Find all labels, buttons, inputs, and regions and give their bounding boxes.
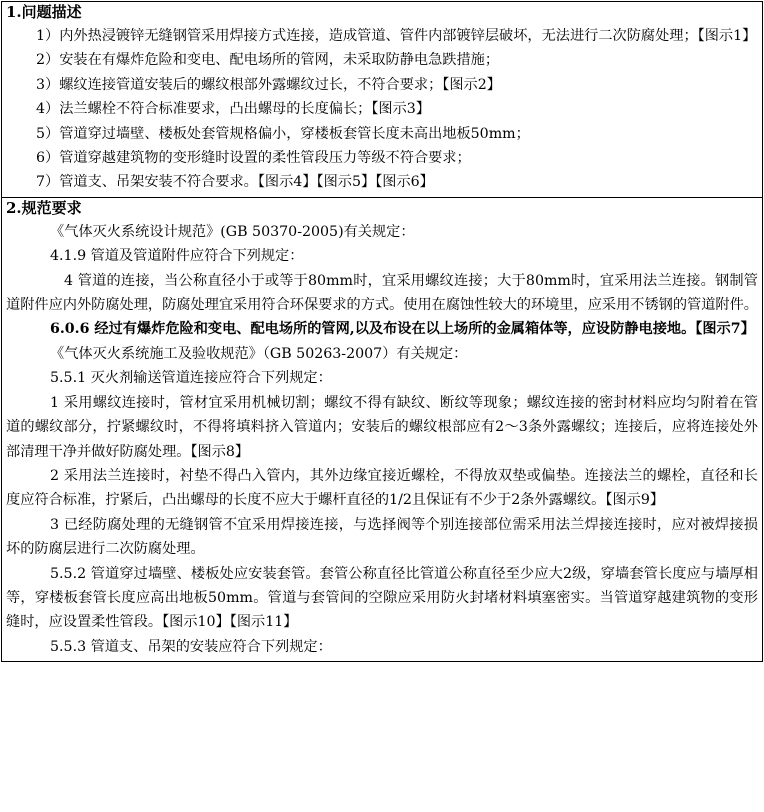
problem-item: 5）管道穿过墙壁、楼板处套管规格偏小，穿楼板套管长度未高出地板50mm；: [36, 125, 530, 142]
clause-bold-text: 6.0.6 经过有爆炸危险和变电、配电场所的管网,以及布设在以上场所的金属箱体等，应设防静电接地。: [50, 321, 696, 338]
problem-item: 3）螺纹连接管道安装后的螺纹根部外露螺纹过长，不符合要求；【图示2】: [36, 76, 501, 93]
problem-item: 2）安装在有爆炸危险和变电、配电场所的管网，未采取防静电急跌措施；: [36, 52, 500, 69]
clause: 5.5.3 管道支、吊架的安装应符合下列规定：: [50, 638, 332, 655]
document-table: [1, 1, 763, 662]
standard-title: 《气体灭火系统设计规范》(GB 50370-2005)有关规定：: [50, 223, 415, 240]
figure-ref: 【图示7】: [695, 321, 755, 338]
standard-title: 《气体灭火系统施工及验收规范》（GB 50263-2007）有关规定：: [50, 345, 468, 362]
requirements-section: [2, 197, 762, 661]
clause-bold: [6, 317, 758, 341]
clause: 5.5.2 管道穿过墙壁、楼板处应安装套管。套管公称直径比管道公称直径至少应大2级，穿墙套管长度应与墙厚相等，穿楼板套管长度应高出地板50mm。管道与套管间的空隙应采用防火封堵材料填塞密实。当管道穿越建筑物的变形缝时，应设置柔性管段。【图示10】【图示11】: [6, 565, 758, 631]
clause-item: 4 管道的连接，当公称直径小于或等于80mm时，宜采用螺纹连接；大于80mm时，宜采用法兰连接。钢制管道附件应内外防腐处理，防腐处理宜采用符合环保要求的方式。使用在腐蚀性较大的环境里，应采用不锈钢的管道附件。: [6, 272, 758, 314]
clause-item: 1 采用螺纹连接时，管材宜采用机械切割；螺纹不得有缺纹、断纹等现象；螺纹连接的密封材料应均匀附着在管道的螺纹部分，拧紧螺纹时，不得将填料挤入管道内；安装后的螺纹根部应有2～3条外露螺纹；连接后，应将连接处外部清理干净并做好防腐处理。【图示8】: [6, 394, 758, 460]
section-title: 1.问题描述: [6, 3, 82, 21]
problem-item: 4）法兰螺栓不符合标准要求，凸出螺母的长度偏长；【图示3】: [36, 101, 431, 118]
clause-item: 2 采用法兰连接时，衬垫不得凸入管内，其外边缘宜接近螺栓，不得放双垫或偏垫。连接法兰的螺栓，直径和长度应符合标准，拧紧后，凸出螺母的长度不应大于螺杆直径的1/2且保证有不少于2条外露螺纹。【图示9】: [6, 467, 758, 509]
clause-item: 3 已经防腐处理的无缝钢管不宜采用焊接连接，与选择阀等个别连接部位需采用法兰焊接连接时，应对被焊接损坏的防腐层进行二次防腐处理。: [6, 516, 758, 558]
problem-item: 6）管道穿越建筑物的变形缝时设置的柔性管段压力等级不符合要求；: [36, 150, 471, 167]
problem-item: 1）内外热浸镀锌无缝钢管采用焊接方式连接，造成管道、管件内部镀锌层破坏，无法进行二次防腐处理；【图示1】: [36, 28, 757, 44]
section-title: 2.规范要求: [6, 198, 82, 217]
problem-section: [2, 2, 762, 197]
clause: 4.1.9 管道及管道附件应符合下列规定：: [50, 248, 304, 265]
clause: 5.5.1 灭火剂输送管道连接应符合下列规定：: [50, 370, 332, 387]
problem-item: 7）管道支、吊架安装不符合要求。【图示4】【图示5】【图示6】: [36, 174, 434, 191]
